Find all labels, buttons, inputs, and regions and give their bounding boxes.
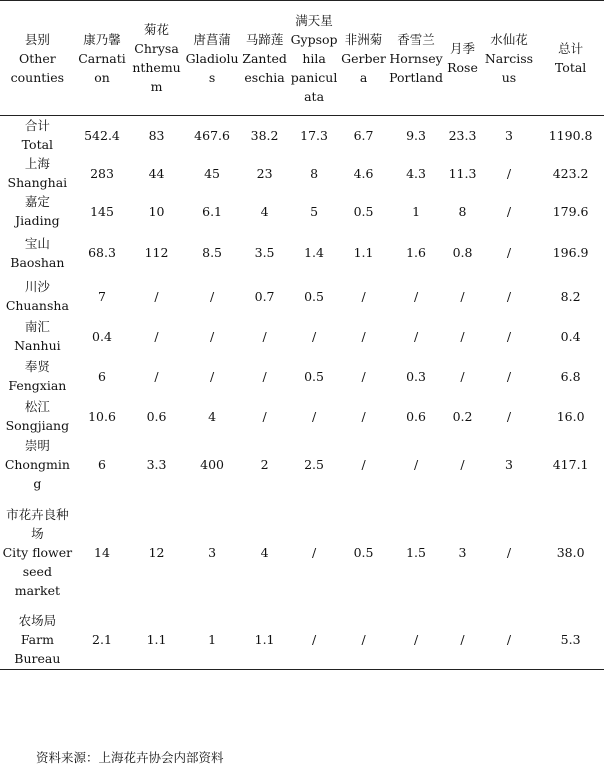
table-cell: 0.4	[92, 328, 112, 344]
table-cell: 2.1	[92, 632, 112, 648]
source-note: 资料来源：上海花卉协会内部资料	[36, 750, 224, 765]
column-header	[184, 1, 241, 116]
table-cell: /	[506, 544, 512, 560]
table-cell: 0.8	[452, 245, 473, 260]
row-label-zh: 川沙	[24, 279, 50, 294]
table-cell: 2	[260, 456, 269, 472]
table-cell: 1.5	[406, 544, 426, 560]
column-header	[0, 1, 75, 116]
table-cell: 8	[310, 165, 319, 181]
column-header-en: Other counties	[10, 50, 65, 85]
table-cell: 23	[256, 165, 273, 181]
row-label-zh: 宝山	[24, 235, 50, 251]
table-cell: 4.6	[353, 165, 374, 181]
table-cell: 2.5	[304, 456, 324, 472]
column-header	[537, 1, 604, 116]
table-cell: 1.1	[146, 632, 167, 648]
column-header	[481, 1, 538, 116]
table-cell: 16.0	[556, 408, 585, 424]
table-cell: 145	[90, 203, 114, 219]
column-header-zh: 总计	[558, 41, 584, 56]
table-cell: /	[506, 245, 512, 260]
row-label	[0, 611, 75, 669]
table-cell: /	[209, 288, 215, 304]
table-cell: 6.8	[560, 368, 581, 384]
table-cell: 68.3	[88, 245, 116, 260]
table-cell: /	[413, 632, 419, 648]
row-label-en: Chongming	[4, 456, 70, 491]
table-cell: 1	[208, 632, 217, 648]
table-cell: 417.1	[552, 456, 589, 472]
row-label	[0, 116, 75, 155]
row-label-zh: 南汇	[24, 319, 50, 334]
table-cell: /	[262, 408, 267, 424]
table-cell: /	[361, 368, 366, 384]
table-cell: /	[361, 632, 366, 648]
column-header-en: Zantedeschia	[242, 50, 287, 85]
column-header	[444, 1, 480, 116]
table-row	[0, 230, 604, 275]
column-header-en: Total	[554, 60, 587, 75]
row-label-zh: 上海	[24, 156, 50, 171]
row-label-zh: 松江	[24, 399, 50, 414]
column-header-en: Gerbera	[341, 50, 386, 85]
row-label-en: Total	[21, 137, 54, 152]
table-cell: 6.1	[202, 203, 223, 219]
table-cell: 4.3	[406, 165, 426, 181]
table-cell: 0.5	[304, 288, 324, 304]
row-label-zh: 崇明	[24, 437, 50, 453]
row-label-en: Shanghai	[7, 175, 68, 190]
table-cell: /	[262, 328, 267, 344]
table-cell: 0.3	[406, 368, 426, 384]
row-label-en: Baoshan	[10, 254, 65, 270]
table-cell: 8.2	[560, 288, 581, 304]
row-label	[0, 317, 75, 355]
table-cell: /	[209, 328, 215, 344]
table-cell: /	[506, 288, 512, 304]
table-row	[0, 154, 604, 192]
table-cell: 1.1	[254, 632, 275, 648]
table-cell: 3	[504, 127, 513, 143]
column-header	[240, 1, 288, 116]
table-cell: 4	[260, 544, 269, 560]
table-cell: 8	[458, 203, 467, 219]
table-cell: /	[361, 456, 366, 472]
table-cell: /	[154, 368, 159, 384]
table-cell: 17.3	[300, 127, 328, 143]
table-cell: 23.3	[448, 127, 477, 143]
table-cell: /	[460, 456, 465, 472]
row-label	[0, 192, 75, 230]
table-cell: 6.7	[353, 127, 374, 143]
table-cell: 7	[98, 288, 106, 304]
table-cell: 45	[204, 165, 221, 181]
row-label	[0, 435, 75, 493]
row-label-en: Fengxian	[8, 378, 67, 393]
table-cell: /	[506, 368, 512, 384]
column-header-zh: 唐菖蒲	[193, 31, 231, 47]
table-cell: 3.5	[254, 245, 275, 260]
column-header	[129, 1, 184, 116]
table-cell: 196.9	[552, 245, 589, 260]
table-cell: 179.6	[552, 203, 589, 219]
row-label	[0, 154, 75, 192]
row-label-en: Songjiang	[5, 418, 70, 433]
table-row	[0, 116, 604, 155]
row-label-zh: 合计	[24, 118, 50, 133]
table-cell: /	[154, 288, 159, 304]
table-cell: /	[311, 408, 317, 424]
column-header-en: Hornsey Portland	[389, 50, 444, 85]
table-cell: /	[262, 368, 267, 384]
table-cell: /	[154, 328, 159, 344]
table-cell: 4	[208, 408, 217, 424]
row-label	[0, 493, 75, 611]
column-header-en: Rose	[447, 60, 478, 75]
table-row	[0, 192, 604, 230]
table-cell: 11.3	[448, 165, 477, 181]
column-header-zh: 县别	[24, 31, 50, 47]
column-header-en: Gypsophila paniculata	[290, 31, 338, 104]
table-row	[0, 317, 604, 355]
row-label-zh: 嘉定	[24, 194, 50, 209]
table-cell: /	[413, 328, 419, 344]
table-cell: 0.5	[353, 544, 374, 560]
table-cell: /	[460, 368, 465, 384]
table-cell: /	[506, 328, 512, 344]
row-label-en: Farm Bureau	[14, 632, 61, 667]
table-cell: /	[506, 408, 512, 424]
table-cell: 0.6	[146, 408, 167, 424]
table-row	[0, 275, 604, 317]
table-cell: /	[460, 328, 465, 344]
table-cell: 14	[94, 544, 110, 560]
table-cell: 1190.8	[548, 127, 593, 143]
table-cell: 10	[148, 203, 165, 219]
table-cell: 83	[148, 127, 165, 143]
table-cell: 0.6	[406, 408, 426, 424]
table-cell: 3	[458, 544, 467, 560]
table-row	[0, 611, 604, 669]
table-cell: 283	[90, 165, 114, 181]
table-body	[0, 116, 604, 670]
column-header-zh: 水仙花	[490, 31, 528, 47]
column-header-en: Carnation	[78, 50, 126, 85]
table-cell: 44	[148, 165, 165, 181]
column-header	[388, 1, 445, 116]
table-cell: 38.2	[250, 127, 279, 143]
row-label-zh: 农场局	[18, 613, 57, 629]
table-cell: 1.1	[353, 245, 374, 260]
table-cell: /	[460, 632, 465, 648]
table-cell: 3	[504, 456, 513, 472]
column-header-en: Chrysanthemum	[132, 41, 181, 94]
table-cell: 5	[310, 203, 319, 219]
table-row	[0, 493, 604, 611]
table-cell: /	[413, 288, 419, 304]
table-cell: 4	[260, 203, 269, 219]
table-cell: 10.6	[88, 408, 116, 424]
column-header	[289, 1, 340, 116]
row-label-en: City flower seed market	[2, 544, 73, 598]
column-header-zh: 马蹄莲	[245, 31, 284, 47]
table-cell: /	[413, 456, 419, 472]
row-label-en: Chuansha	[5, 298, 69, 313]
table-cell: 0.5	[304, 368, 324, 384]
table-cell: 6	[98, 456, 106, 472]
table-cell: 38.0	[556, 544, 585, 560]
table-cell: /	[506, 632, 512, 648]
table-cell: 3	[208, 544, 217, 560]
table-cell: /	[361, 408, 366, 424]
table-cell: 0.2	[452, 408, 473, 424]
table-cell: /	[311, 328, 317, 344]
table-cell: /	[361, 288, 366, 304]
row-label	[0, 275, 75, 317]
table-cell: /	[506, 165, 512, 181]
column-header-en: Narcissus	[484, 50, 534, 85]
table-cell: 9.3	[406, 127, 426, 143]
column-header-zh: 满天星	[295, 12, 333, 28]
table-cell: 12	[148, 544, 165, 560]
table-cell: 542.4	[84, 127, 120, 143]
table-cell: /	[209, 368, 215, 384]
table-cell: /	[506, 203, 512, 219]
table-cell: 423.2	[552, 165, 589, 181]
column-header	[75, 1, 130, 116]
table-cell: 467.6	[194, 127, 230, 143]
table-cell: /	[361, 328, 366, 344]
table-row	[0, 435, 604, 493]
column-header	[339, 1, 387, 116]
row-label	[0, 230, 75, 275]
row-label-en: Nanhui	[14, 338, 61, 353]
row-label	[0, 355, 75, 397]
table-row	[0, 355, 604, 397]
table-cell: 1.4	[304, 245, 324, 260]
table-cell: 0.7	[254, 288, 275, 304]
table-cell: 5.3	[560, 632, 581, 648]
row-label-zh: 奉贤	[24, 359, 50, 374]
table-row	[0, 397, 604, 435]
column-header-zh: 月季	[450, 41, 476, 56]
column-header-en: Gladiolus	[185, 50, 239, 85]
table-cell: 112	[144, 245, 169, 260]
table-cell: 8.5	[202, 245, 223, 260]
table-cell: /	[311, 544, 317, 560]
table-cell: /	[460, 288, 465, 304]
column-header-zh: 非洲菊	[344, 31, 383, 47]
table-cell: 1.6	[406, 245, 426, 260]
table-cell: 0.4	[560, 328, 581, 344]
row-label	[0, 397, 75, 435]
header-row	[0, 1, 604, 116]
table-cell: 3.3	[146, 456, 167, 472]
column-header-zh: 菊花	[144, 22, 170, 37]
column-header-zh: 香雪兰	[397, 31, 435, 47]
table-cell: /	[311, 632, 317, 648]
table-cell: 0.5	[353, 203, 374, 219]
table-cell: 1	[412, 203, 421, 219]
column-header-zh: 康乃馨	[83, 31, 121, 47]
row-label-zh: 市花卉良种场	[6, 506, 69, 541]
table-cell: 400	[200, 456, 224, 472]
row-label-en: Jiading	[15, 213, 60, 228]
table-cell: 6	[98, 368, 106, 384]
